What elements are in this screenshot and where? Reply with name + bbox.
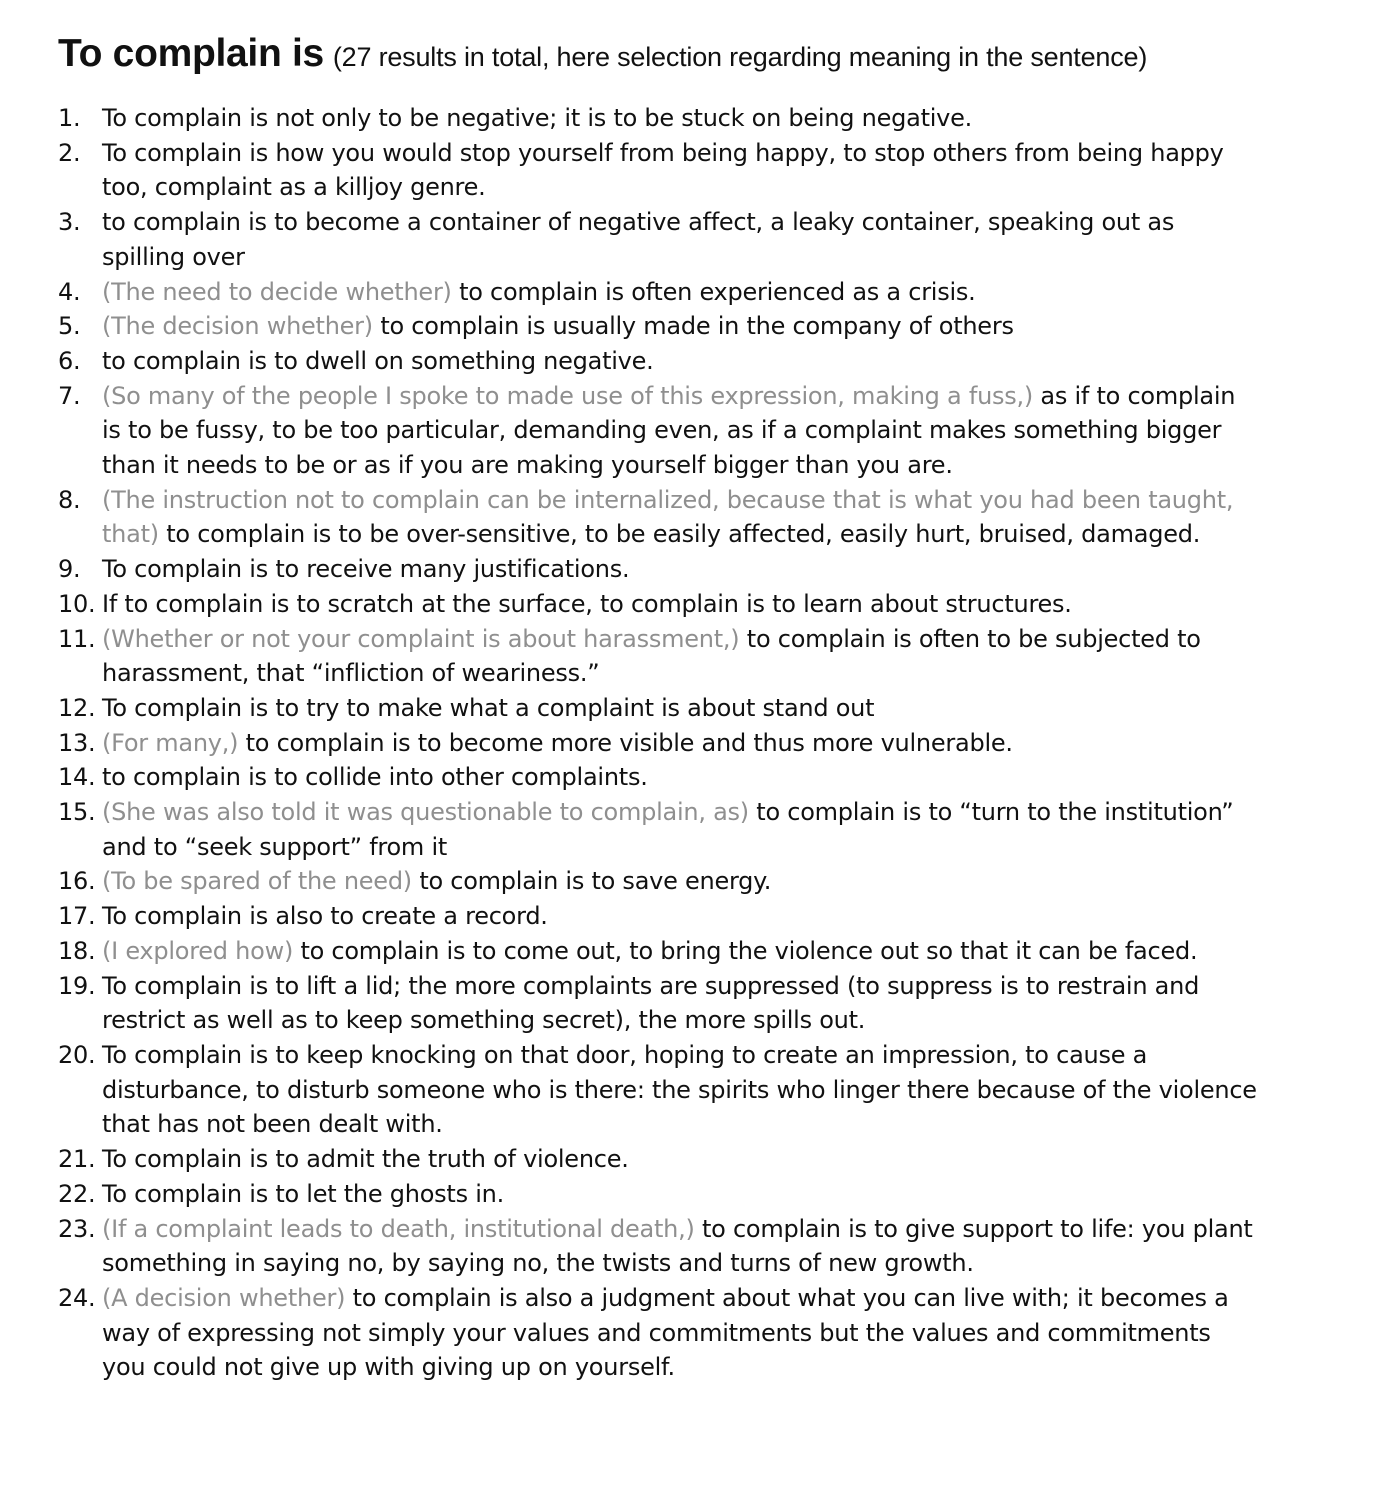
list-item-number: 23. — [58, 1214, 96, 1243]
list-item-text: to complain is to save energy. — [419, 867, 772, 896]
list-item-text: To complain is also to create a record. — [102, 902, 548, 931]
document-heading — [58, 32, 1374, 79]
list-item-number: 22. — [58, 1179, 96, 1208]
list-item — [58, 309, 1258, 344]
document-title: To complain is — [58, 32, 324, 75]
list-item — [58, 136, 1258, 205]
list-item-text: To complain is to lift a lid; the more complaints are suppressed (to suppress is to restrain and restrict as well as to keep something secret), the more spills out. — [102, 971, 1200, 1035]
list-item-text: to complain is usually made in the company of others — [380, 312, 1014, 341]
list-item-number: 17. — [58, 902, 96, 931]
list-item-text: To complain is to keep knocking on that door, hoping to create an impression, to cause a disturbance, to disturb someone who is there: the spirits who linger there because of the violence that has not been dealt with. — [102, 1040, 1257, 1139]
list-item-text: If to complain is to scratch at the surface, to complain is to learn about structures. — [102, 589, 1072, 618]
list-item-context: (The need to decide whether) — [102, 277, 452, 306]
list-item-number: 4. — [58, 277, 81, 306]
list-item-text: To complain is not only to be negative; it is to be stuck on being negative. — [102, 104, 972, 132]
list-item-number: 6. — [58, 346, 81, 375]
list-item — [58, 899, 1258, 934]
list-item — [58, 934, 1258, 969]
list-item — [58, 1212, 1258, 1281]
list-item-number: 16. — [58, 867, 96, 896]
list-item-number: 15. — [58, 798, 96, 827]
list-item-text: To complain is to let the ghosts in. — [102, 1179, 504, 1208]
list-item — [58, 205, 1258, 274]
list-item-number: 7. — [58, 381, 81, 410]
list-item-context: (Whether or not your complaint is about harassment,) — [102, 624, 740, 653]
list-item-context: (To be spared of the need) — [102, 867, 412, 896]
list-item-text: to complain is also a judgment about what you can live with; it becomes a way of expressing not simply your values and commitments but the values and commitments you could not give up with giving up on yourself. — [102, 1283, 1229, 1382]
list-item-number: 5. — [58, 312, 81, 341]
list-item — [58, 864, 1258, 899]
list-item — [58, 760, 1258, 795]
list-item — [58, 795, 1258, 864]
list-item-text: to complain is often to be subjected to harassment, that “infliction of weariness.” — [102, 624, 1201, 688]
list-item — [58, 101, 1258, 136]
list-item-number: 20. — [58, 1040, 96, 1069]
list-item-text: to complain is to dwell on something negative. — [102, 346, 654, 375]
list-item-number: 10. — [58, 589, 96, 618]
list-item-text: as if to complain is to be fussy, to be too particular, demanding even, as if a complaint makes something bigger than it needs to be or as if you are making yourself bigger than you are. — [102, 381, 1236, 480]
list-item-number: 1. — [58, 104, 81, 132]
document-subtitle: (27 results in total, here selection regarding meaning in the sentence) — [332, 42, 1148, 72]
list-item-context: (For many,) — [102, 728, 239, 757]
list-item-number: 8. — [58, 485, 81, 514]
list-item-number: 3. — [58, 208, 81, 237]
list-item-number: 19. — [58, 971, 96, 1000]
list-item-number: 11. — [58, 624, 96, 653]
list-item-text: to complain is to come out, to bring the violence out so that it can be faced. — [300, 936, 1198, 965]
list-item-context: (She was also told it was questionable to complain, as) — [102, 798, 749, 827]
list-item — [58, 622, 1258, 691]
list-item — [58, 1281, 1258, 1385]
list-item-text: to complain is to become a container of negative affect, a leaky container, speaking out as spilling over — [102, 208, 1175, 271]
list-item — [58, 1177, 1258, 1212]
list-item-number: 13. — [58, 728, 96, 757]
list-item — [58, 691, 1258, 726]
list-item — [58, 1038, 1258, 1142]
list-item — [58, 587, 1258, 622]
list-item — [58, 552, 1258, 587]
list-item — [58, 483, 1258, 552]
list-item-text: to complain is to “turn to the institution” and to “seek support” from it — [102, 798, 1234, 861]
list-item — [58, 344, 1258, 379]
list-item-text: to complain is to be over-sensitive, to be easily affected, easily hurt, bruised, damaged. — [166, 520, 1201, 549]
list-item-text: To complain is to admit the truth of violence. — [102, 1145, 629, 1174]
list-item-context: (If a complaint leads to death, institutional death,) — [102, 1214, 695, 1243]
list-item-number: 21. — [58, 1145, 96, 1174]
list-item-text: to complain is to become more visible and thus more vulnerable. — [245, 728, 1013, 757]
list-item-text: to complain is to collide into other complaints. — [102, 763, 648, 792]
list-item-context: (So many of the people I spoke to made use of this expression, making a fuss,) — [102, 381, 1034, 410]
list-item-text: To complain is to try to make what a complaint is about stand out — [102, 693, 875, 722]
list-item — [58, 1142, 1258, 1177]
list-item-text: To complain is how you would stop yourself from being happy, to stop others from being happy too, complaint as a killjoy genre. — [102, 138, 1224, 202]
list-item-text: to complain is to give support to life: you plant something in saying no, by saying no, the twists and turns of new growth. — [102, 1214, 1253, 1278]
list-item-number: 9. — [58, 555, 81, 584]
list-item-number: 18. — [58, 936, 96, 965]
list-item-context: (The decision whether) — [102, 312, 373, 341]
list-item-context: (The instruction not to complain can be internalized, because that is what you had been taught, that) — [102, 485, 1234, 549]
list-item-text: to complain is often experienced as a crisis. — [459, 277, 976, 306]
list-item — [58, 275, 1258, 310]
list-item-number: 14. — [58, 763, 96, 792]
list-item-number: 24. — [58, 1283, 96, 1312]
list-item-number: 12. — [58, 693, 96, 722]
list-item — [58, 379, 1258, 483]
list-item — [58, 969, 1258, 1038]
list-item-context: (I explored how) — [102, 936, 294, 965]
list-item-text: To complain is to receive many justifications. — [102, 555, 630, 584]
list-item — [58, 726, 1258, 761]
list-item-context: (A decision whether) — [102, 1283, 346, 1312]
list-item-number: 2. — [58, 138, 81, 167]
quote-list — [58, 101, 1258, 1385]
